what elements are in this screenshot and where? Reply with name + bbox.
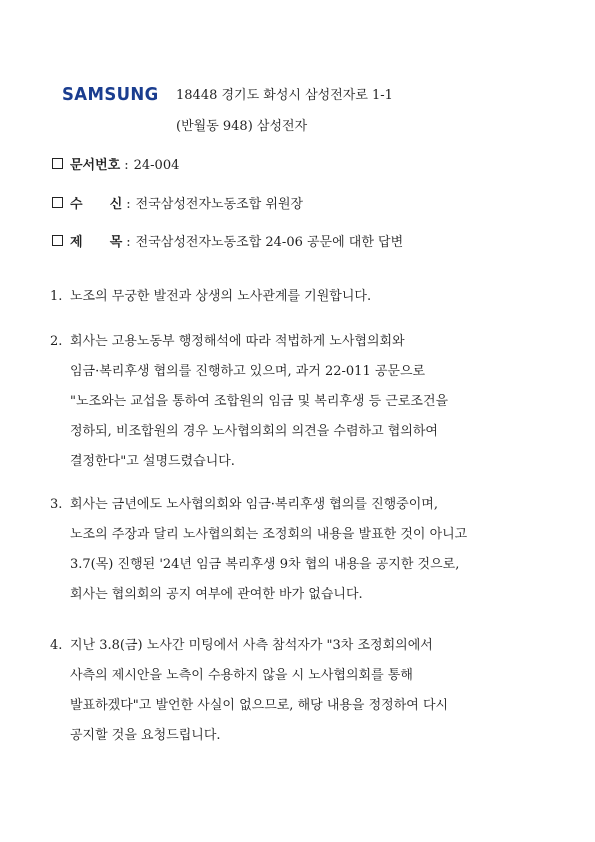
paragraph-2: [50, 327, 560, 477]
subject-value: 전국삼성전자노동조합 24-06 공문에 대한 답변: [135, 235, 404, 250]
field-separator: :: [124, 158, 129, 173]
subject-field: [52, 234, 403, 252]
doc-number-value: 24-004: [133, 158, 180, 173]
paragraph-number: 4.: [50, 638, 63, 653]
recipient-label: 수 신: [70, 197, 123, 212]
paragraph-text: 회사는 금년에도 노사협의회와 임금·복리후생 협의를 진행중이며, 노조의 주장과 달리 노사협의회는 조정회의 내용을 발표한 것이 아니고 3.7(목) 진행된 '24년 임금 복리후생 9차 협의 내용을 공지한 것으로, 회사는 협의회의 공지 여부에 관여한 바가 없습니다.: [70, 497, 468, 602]
recipient-field: [52, 196, 303, 214]
paragraph-number: 3.: [50, 497, 63, 512]
paragraph-text: 회사는 고용노동부 행정해석에 따라 적법하게 노사협의회와 임금·복리후생 협의를 진행하고 있으며, 과거 22-011 공문으로 "노조와는 교섭을 통하여 조합원의 임금 및 복리후생 등 근로조건을 정하되, 비조합원의 경우 노사협의회의 의견을 수렴하고 협의하여 결정한다"고 설명드렸습니다.: [70, 334, 449, 469]
checkbox-square-icon: [52, 197, 63, 208]
paragraph-number: 1.: [50, 289, 63, 304]
address-line-1: 18448 경기도 화성시 삼성전자로 1-1: [176, 88, 393, 103]
address-line-2: (반월동 948) 삼성전자: [176, 119, 308, 134]
samsung-logo: SAMSUNG: [62, 84, 159, 105]
paragraph-3: [50, 490, 560, 610]
paragraph-text: 지난 3.8(금) 노사간 미팅에서 사측 참석자가 "3차 조정회의에서 사측의 제시안을 노측이 수용하지 않을 시 노사협의회를 통해 발표하겠다"고 발언한 사실이 없으므로, 해당 내용을 정정하여 다시 공지할 것을 요청드립니다.: [70, 638, 449, 743]
checkbox-square-icon: [52, 158, 63, 169]
recipient-value: 전국삼성전자노동조합 위원장: [135, 197, 304, 212]
doc-number-field: [52, 157, 179, 175]
paragraph-4: [50, 631, 560, 751]
paragraph-1: [50, 282, 560, 312]
paragraph-number: 2.: [50, 334, 63, 349]
doc-number-label: 문서번호: [70, 158, 121, 173]
subject-label: 제 목: [70, 235, 123, 250]
field-separator: :: [126, 197, 131, 212]
checkbox-square-icon: [52, 235, 63, 246]
paragraph-text: 노조의 무궁한 발전과 상생의 노사관계를 기원합니다.: [70, 289, 372, 304]
field-separator: :: [126, 235, 131, 250]
